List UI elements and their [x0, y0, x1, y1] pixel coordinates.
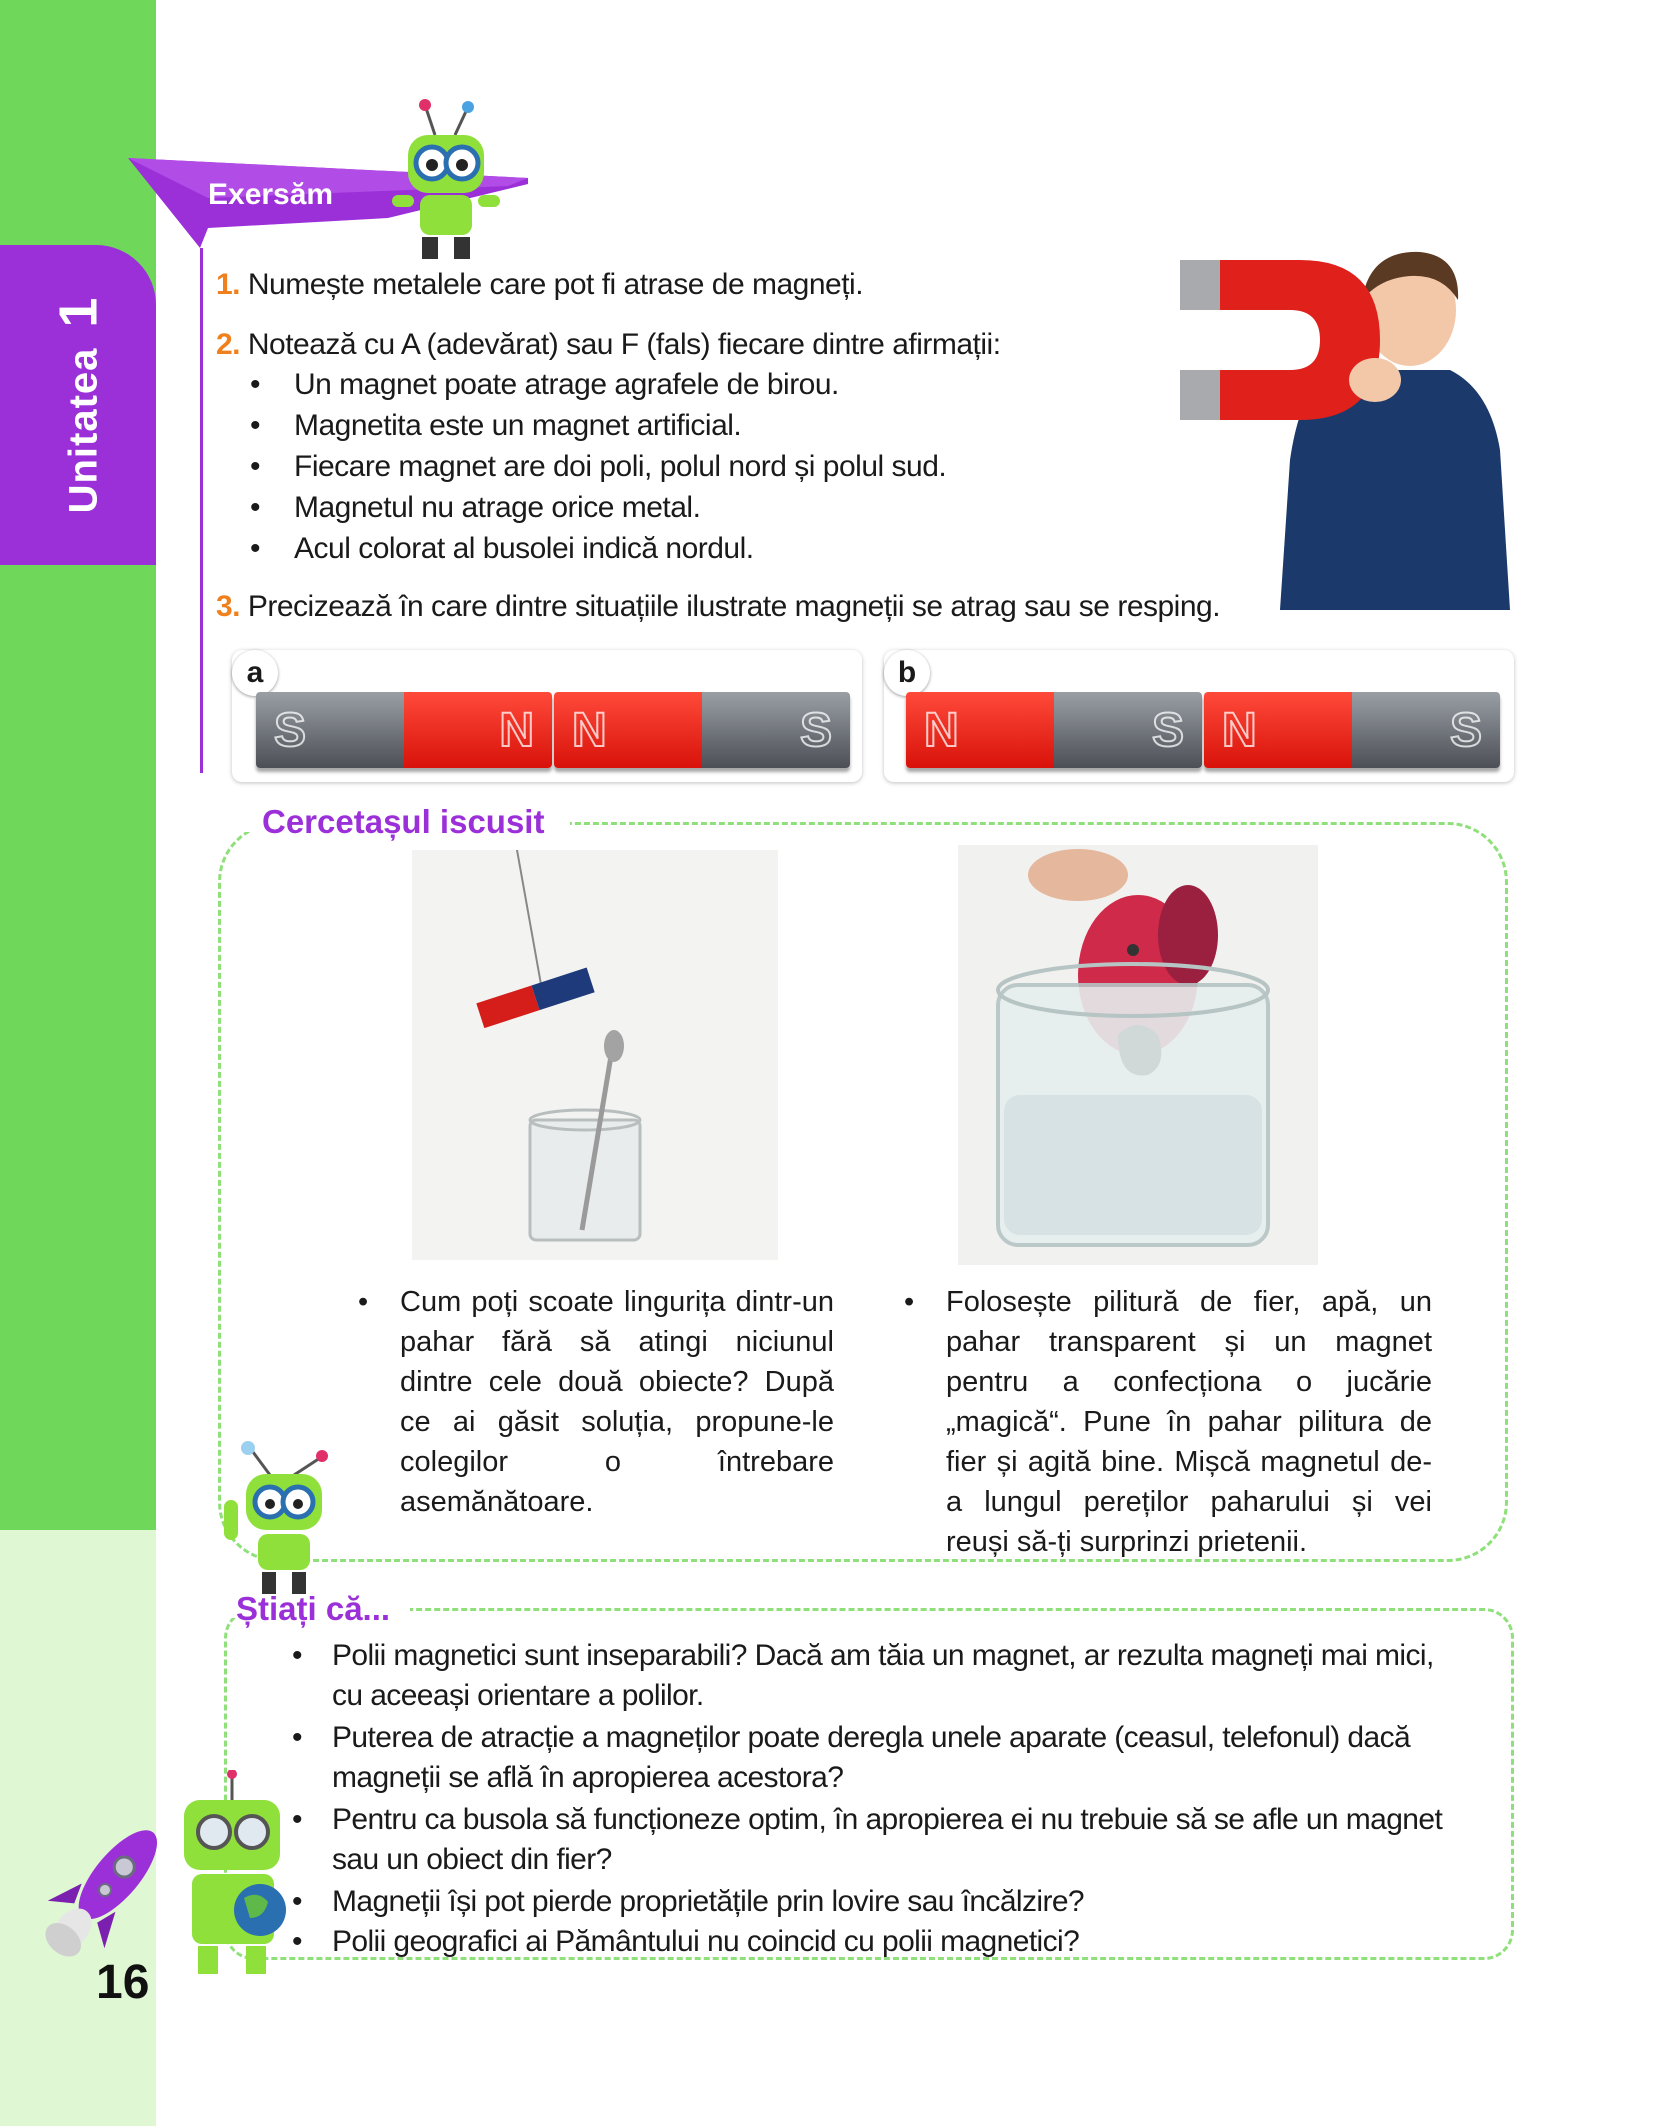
robot-mascot-icon: [380, 95, 510, 265]
magic-glass-photo: [958, 845, 1318, 1265]
robot-globe-icon: [170, 1770, 300, 1980]
magnet-pole: N: [1204, 692, 1352, 768]
panel-b-label: b: [884, 650, 930, 696]
magnet-bar: [1204, 692, 1500, 768]
rocket-illustration: [40, 1800, 170, 1980]
statement-item: • Un magnet poate atrage agrafele de birou.: [250, 368, 839, 402]
exercise-1-text: Numește metalele care pot fi atrase de magneți.: [247, 268, 864, 301]
fact-item: • Polii magnetici sunt inseparabili? Dacă am tăia un magnet, ar rezulta magneți mai mici, cu aceeași orientare a polilor.: [292, 1636, 1434, 1716]
research-title: Cercetașul iscusit: [262, 803, 545, 840]
exercise-1: [216, 268, 863, 302]
fact-item: • Puterea de atracție a magneților poate deregla unele aparate (ceasul, telefonul) dacă magneții se află în apropierea acestora?: [292, 1718, 1410, 1798]
magnet-pole: N: [404, 692, 552, 768]
exercise-2-text: Notează cu A (adevărat) sau F (fals) fiecare dintre afirmații:: [247, 328, 1001, 361]
unit-tab-label: [0, 245, 156, 565]
robot-mascot-icon: [210, 1440, 350, 1600]
exercise-3-text: Precizează în care dintre situațiile ilustrate magneții se atrag sau se resping.: [247, 590, 1221, 623]
magnet-bar: [554, 692, 850, 768]
fact-item: • Magneții își pot pierde proprietățile prin lovire sau încălzire?: [292, 1882, 1084, 1922]
exercise-2-number: 2.: [216, 328, 241, 361]
magnet-bar: [906, 692, 1202, 768]
unit-number: 1: [48, 296, 109, 328]
unit-label: Unitatea: [61, 347, 106, 514]
statement-item: • Magnetita este un magnet artificial.: [250, 409, 741, 443]
magnet-pole: S: [702, 692, 850, 768]
magnet-pole: S: [1352, 692, 1500, 768]
fact-item: • Pentru ca busola să funcționeze optim, în apropierea ei nu trebuie să se afle un magnet sau un obiect din fier?: [292, 1800, 1442, 1880]
magnet-pole: N: [906, 692, 1054, 768]
page-number: 16: [96, 1956, 150, 2009]
section-title: Exersăm: [208, 178, 334, 211]
fact-item: • Polii geografici ai Pământului nu coincid cu polii magnetici?: [292, 1922, 1079, 1962]
exercise-3-number: 3.: [216, 590, 241, 623]
section-divider: [200, 248, 203, 773]
boy-with-magnet-photo: [1180, 230, 1510, 610]
did-you-know-title: Știați că...: [236, 1590, 391, 1627]
research-right-text: • Folosește pilitură de fier, apă, un pahar transparent și un magnet pentru a confecționa o jucărie „magică“. Pune în pahar pilitura de fier și agită bine. Mișcă magnetul de-a lungul pereților paharului și vei reuși să-ți surprinzi prietenii.: [946, 1282, 1432, 1562]
research-left-text: • Cum poți scoate lingurița dintr-un pahar fără să atingi niciunul dintre cele două obiecte? După ce ai găsit soluția, propune-le colegilor o întrebare asemănătoare.: [400, 1282, 834, 1522]
statement-item: • Magnetul nu atrage orice metal.: [250, 491, 700, 525]
magnet-pole: N: [554, 692, 702, 768]
statement-item: • Fiecare magnet are doi poli, polul nord și polul sud.: [250, 450, 946, 484]
magnet-spoon-photo: [412, 850, 778, 1260]
exercise-3: [216, 590, 1220, 624]
panel-a-label: a: [232, 650, 278, 696]
magnet-bar: [256, 692, 552, 768]
magnet-pole: S: [256, 692, 404, 768]
exercise-1-number: 1.: [216, 268, 241, 301]
statement-item: • Acul colorat al busolei indică nordul.: [250, 532, 754, 566]
magnet-pole: S: [1054, 692, 1202, 768]
exercise-2: [216, 328, 1001, 362]
